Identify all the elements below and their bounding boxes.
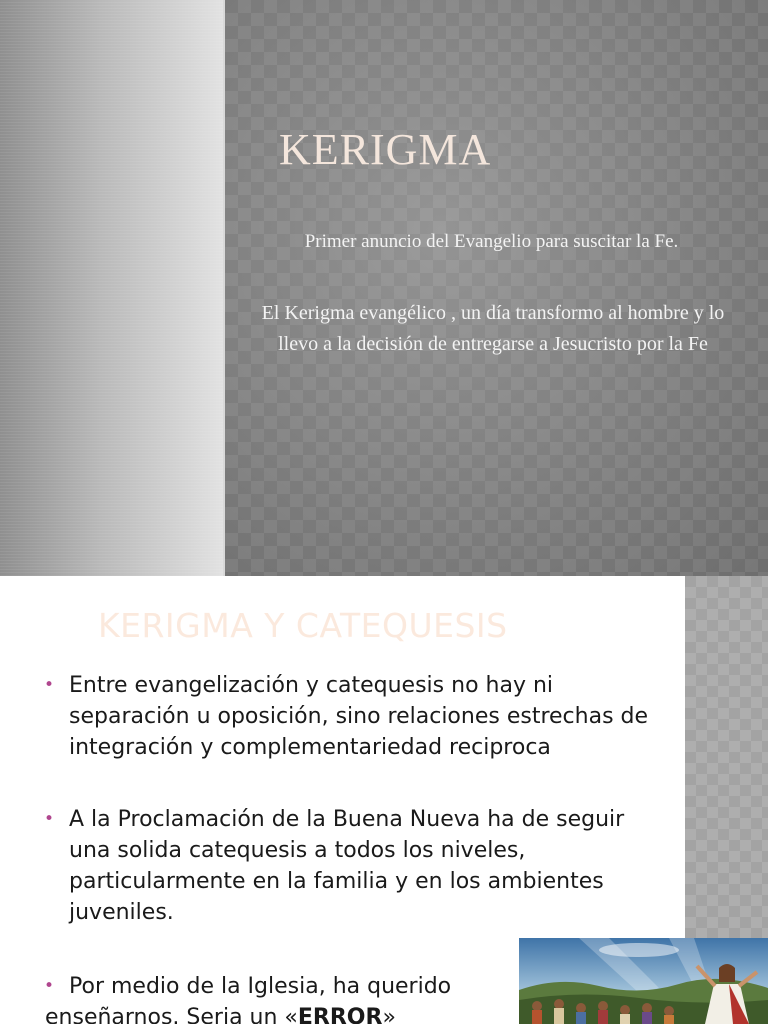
slide-1-title: KERIGMA	[279, 125, 492, 174]
slide-1-paragraph: El Kerigma evangélico , un día transformo al hombre y lo llevo a la decisión de entregarse a Jesucristo por la Fe	[261, 302, 725, 355]
slide-1-left-panel	[0, 0, 223, 576]
bullet-dot-icon: •	[44, 809, 55, 829]
bullet-continuation-suffix: »	[382, 1005, 396, 1024]
slide-2	[0, 576, 768, 1024]
bullet-item	[44, 670, 669, 763]
bullet-continuation-prefix: enseñarnos. Seria un «	[45, 1005, 298, 1024]
slide-2-title: KERIGMA Y CATEQUESIS	[98, 606, 508, 645]
bullet-dot-icon: •	[44, 976, 55, 996]
jesus-preaching-painting-icon	[519, 938, 768, 1024]
bullet-text: Por medio de la Iglesia, ha querido	[69, 974, 452, 999]
bullet-continuation-bold: ERROR	[297, 1005, 383, 1024]
bullet-text: Entre evangelización y catequesis no hay ni separación u oposición, sino relaciones estrechas de integración y complementariedad reciproca	[69, 673, 649, 760]
bullet-item	[44, 804, 669, 928]
bullet-item	[44, 971, 509, 1002]
slide-1-right-panel	[225, 0, 768, 576]
bullet-text: A la Proclamación de la Buena Nueva ha de seguir una solida catequesis a todos los niveles, particularmente en la familia y en los ambientes juveniles.	[69, 807, 625, 925]
bullet-dot-icon: •	[44, 675, 55, 695]
slide-1-subtitle: Primer anuncio del Evangelio para suscitar la Fe.	[304, 231, 679, 252]
bullet-continuation	[45, 1002, 396, 1024]
